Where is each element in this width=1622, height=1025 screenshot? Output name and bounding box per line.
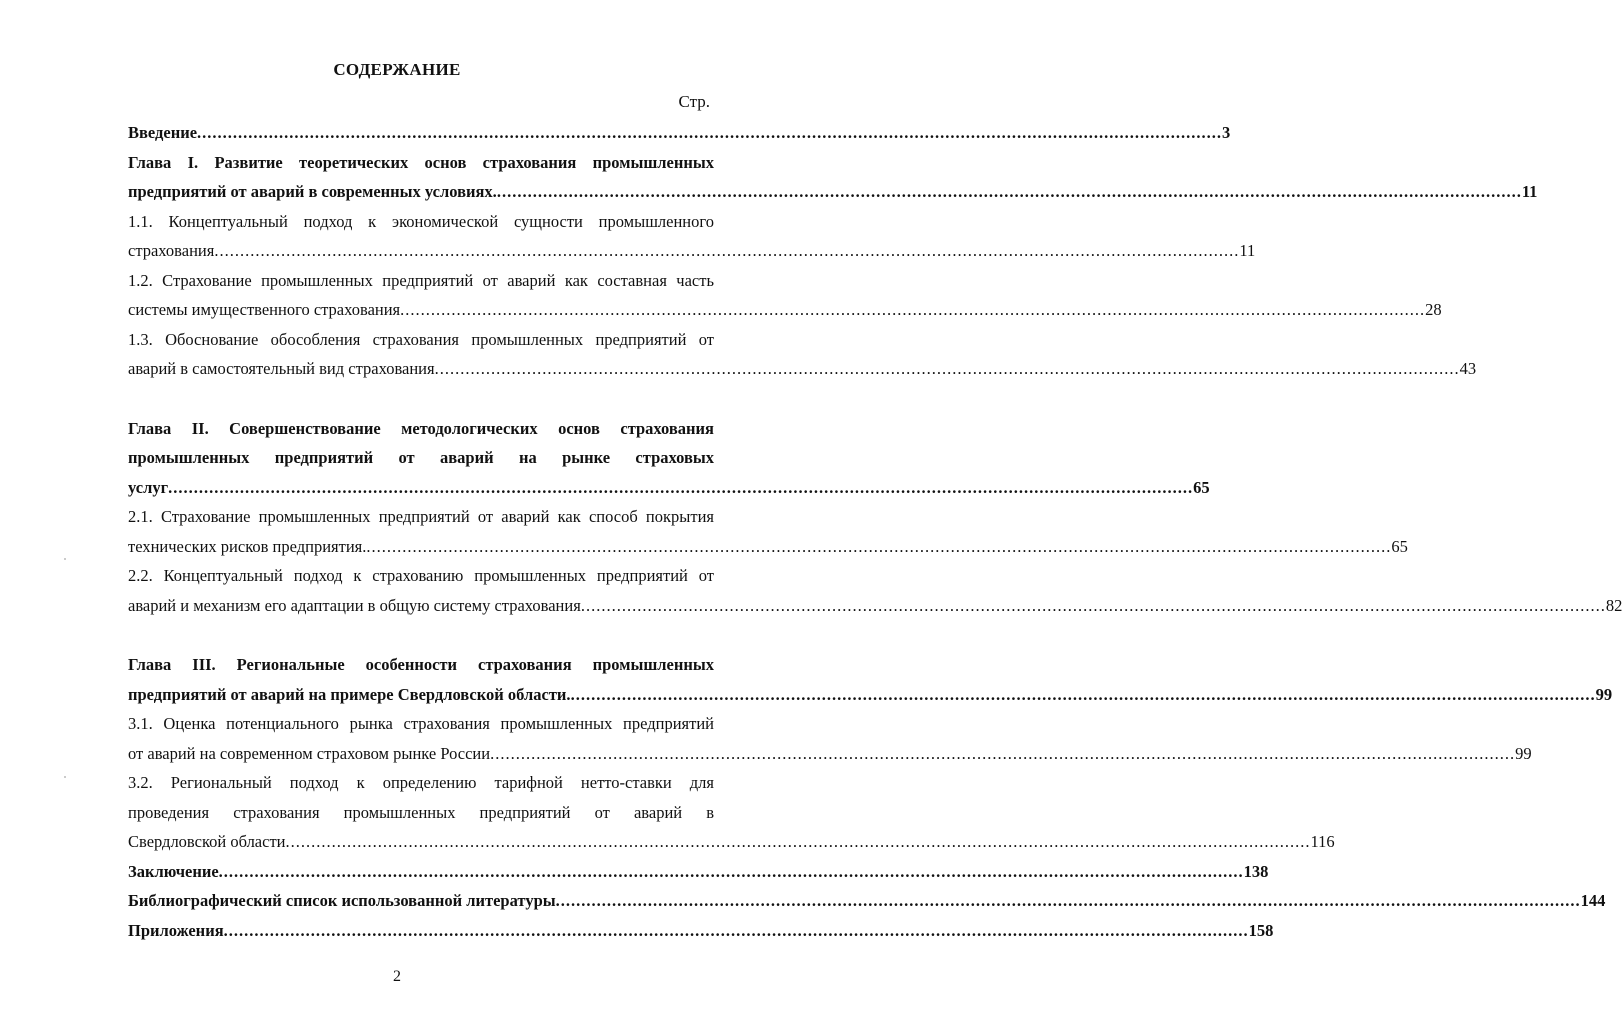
dot-leader: ........................................................................................................................................................................................................ bbox=[218, 861, 1244, 881]
toc-entry-text: 3.1. Оценка потенциального рынка страхования промышленных предприятий bbox=[128, 714, 714, 733]
toc-entry bbox=[128, 650, 1613, 709]
dot-leader: ........................................................................................................................................................................................................ bbox=[490, 743, 1516, 763]
toc-entry bbox=[128, 148, 1538, 207]
table-of-contents bbox=[128, 118, 1622, 945]
toc-entry-text: Глава III. Региональные особенности страхования промышленных bbox=[128, 655, 714, 674]
toc-page-number: 116 bbox=[1310, 832, 1335, 851]
toc-entry-line bbox=[128, 857, 1269, 887]
toc-page-number: 65 bbox=[1193, 477, 1210, 497]
toc-entry-text: предприятий от аварий в современных условиях. bbox=[128, 182, 497, 201]
toc-entry bbox=[128, 118, 1231, 148]
toc-page-number: 65 bbox=[1391, 536, 1408, 556]
toc-entry-text: Заключение bbox=[128, 861, 219, 881]
toc-entry-line bbox=[128, 177, 1538, 207]
toc-page-number: 43 bbox=[1459, 359, 1477, 378]
toc-entry-text: Библиографический список использованной литературы bbox=[128, 891, 556, 910]
scan-speck bbox=[64, 558, 66, 560]
toc-entry-text: услуг bbox=[128, 477, 169, 497]
dot-leader: ........................................................................................................................................................................................................ bbox=[570, 684, 1596, 704]
toc-entry-text: Приложения bbox=[128, 920, 224, 940]
toc-page-number: 99 bbox=[1515, 743, 1532, 763]
toc-entry-line bbox=[128, 680, 1613, 710]
toc-entry-text: Глава I. Развитие теоретических основ страхования промышленных bbox=[128, 152, 714, 172]
toc-entry-line bbox=[128, 295, 1442, 325]
dot-leader: ........................................................................................................................................................................................................ bbox=[214, 241, 1240, 260]
toc-page-number: 82 bbox=[1605, 595, 1622, 615]
toc-entry-text: проведения страхования промышленных предприятий от аварий в bbox=[128, 802, 714, 822]
toc-entry-text: 1.2. Страхование промышленных предприятий от аварий как составная часть bbox=[128, 270, 714, 290]
toc-entry bbox=[128, 857, 1269, 887]
toc-entry-line bbox=[128, 916, 1274, 946]
dot-leader: ........................................................................................................................................................................................................ bbox=[434, 359, 1460, 378]
toc-entry-line bbox=[128, 827, 1335, 857]
toc-page-number: 158 bbox=[1248, 920, 1274, 940]
toc-entry-text: 3.2. Региональный подход к определению тарифной нетто-ставки для bbox=[128, 773, 714, 792]
dot-leader: ........................................................................................................................................................................................................ bbox=[197, 123, 1223, 142]
document-title: СОДЕРЖАНИЕ bbox=[333, 60, 461, 79]
toc-entry-line bbox=[128, 591, 1622, 621]
toc-page-number: 28 bbox=[1425, 300, 1442, 319]
toc-page-number: 11 bbox=[1239, 241, 1256, 260]
toc-entry-text: предприятий от аварий на примере Свердловской области. bbox=[128, 684, 571, 704]
toc-entry bbox=[128, 266, 1442, 325]
toc-entry-text: 2.2. Концептуальный подход к страхованию промышленных предприятий от bbox=[128, 566, 714, 585]
toc-page-number: 11 bbox=[1521, 182, 1538, 201]
toc-entry-line bbox=[128, 739, 1532, 769]
toc-entry bbox=[128, 768, 1335, 857]
toc-entry bbox=[128, 502, 1408, 561]
toc-entry bbox=[128, 414, 1210, 503]
page-number: 2 bbox=[393, 968, 401, 985]
toc-entry-line bbox=[128, 236, 1256, 266]
toc-entry-text: аварий в самостоятельный вид страхования bbox=[128, 359, 435, 378]
toc-page-number: 3 bbox=[1222, 123, 1231, 142]
dot-leader: ........................................................................................................................................................................................................ bbox=[168, 477, 1194, 497]
toc-entry-text: 1.3. Обоснование обособления страхования промышленных предприятий от bbox=[128, 329, 714, 349]
toc-entry-text: промышленных предприятий от аварий на рынке страховых bbox=[128, 448, 714, 467]
toc-entry-line bbox=[128, 886, 1606, 916]
toc-entry-text: страхования bbox=[128, 241, 215, 260]
toc-entry-text: технических рисков предприятия. bbox=[128, 536, 367, 556]
toc-entry-text: Свердловской области bbox=[128, 832, 286, 851]
dot-leader: ........................................................................................................................................................................................................ bbox=[496, 182, 1522, 201]
toc-page-number: 144 bbox=[1580, 891, 1606, 910]
toc-entry bbox=[128, 561, 1622, 620]
toc-entry bbox=[128, 207, 1256, 266]
dot-leader: ........................................................................................................................................................................................................ bbox=[580, 595, 1606, 615]
toc-page-number: 138 bbox=[1243, 861, 1269, 881]
page-column-label: Стр. bbox=[678, 92, 710, 111]
toc-entry-text: 2.1. Страхование промышленных предприятий от аварий как способ покрытия bbox=[128, 507, 714, 526]
toc-entry bbox=[128, 709, 1532, 768]
toc-entry bbox=[128, 886, 1606, 916]
toc-entry-text: Глава II. Совершенствование методологических основ страхования bbox=[128, 418, 714, 438]
dot-leader: ........................................................................................................................................................................................................ bbox=[366, 536, 1392, 556]
dot-leader: ........................................................................................................................................................................................................ bbox=[400, 300, 1426, 319]
toc-entry-text: 1.1. Концептуальный подход к экономической сущности промышленного bbox=[128, 211, 714, 231]
toc-entry-line bbox=[128, 473, 1210, 503]
section-gap bbox=[128, 620, 714, 650]
toc-entry-line bbox=[128, 118, 1231, 148]
toc-entry bbox=[128, 325, 1477, 384]
dot-leader: ........................................................................................................................................................................................................ bbox=[285, 832, 1311, 851]
toc-entry bbox=[128, 916, 1274, 946]
toc-page-number: 99 bbox=[1595, 684, 1613, 704]
toc-entry-text: системы имущественного страхования bbox=[128, 300, 401, 319]
section-gap bbox=[128, 384, 714, 414]
scan-speck bbox=[64, 776, 66, 778]
toc-entry-text: аварий и механизм его адаптации в общую систему страхования bbox=[128, 595, 581, 615]
toc-entry-text: Введение bbox=[128, 123, 198, 142]
toc-entry-text: от аварий на современном страховом рынке России bbox=[128, 743, 491, 763]
toc-entry-line bbox=[128, 532, 1408, 562]
dot-leader: ........................................................................................................................................................................................................ bbox=[555, 891, 1581, 910]
toc-entry-line bbox=[128, 354, 1477, 384]
dot-leader: ........................................................................................................................................................................................................ bbox=[223, 920, 1249, 940]
